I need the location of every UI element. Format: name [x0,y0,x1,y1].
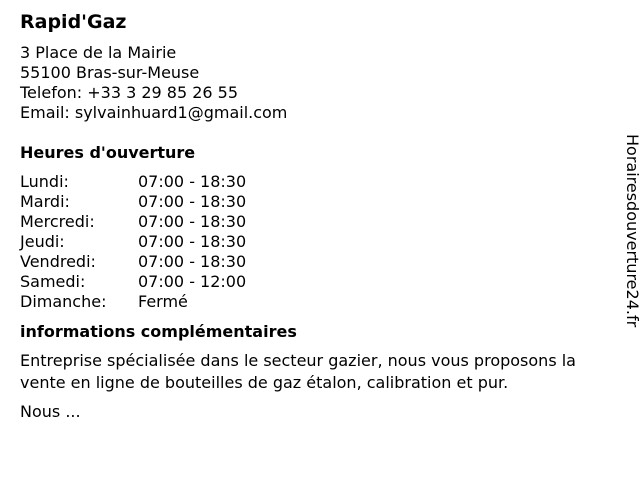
hours-day: Vendredi: [20,252,96,271]
opening-hours-table [20,172,620,312]
hours-day: Samedi: [20,272,86,291]
hours-time: 07:00 - 18:30 [138,232,247,251]
hours-day: Lundi: [20,172,69,191]
hours-day: Dimanche: [20,292,107,311]
email-address: Email: sylvainhuard1@gmail.com [20,103,288,122]
hours-row-wednesday [20,212,620,232]
address-city: 55100 Bras-sur-Meuse [20,63,200,82]
phone-number: Telefon: +33 3 29 85 26 55 [20,83,239,102]
hours-row-tuesday [20,192,620,212]
hours-time: 07:00 - 18:30 [138,212,247,231]
hours-row-thursday [20,232,620,252]
hours-row-friday [20,252,620,272]
business-card [20,10,620,422]
business-name: Rapid'Gaz [20,11,127,33]
additional-info-heading: informations complémentaires [20,322,297,341]
hours-time: 07:00 - 12:00 [138,272,247,291]
hours-time: 07:00 - 18:30 [138,252,247,271]
business-description: Entreprise spécialisée dans le secteur gazier, nous vous proposons la vente en ligne de bouteilles de gaz étalon, calibration et pur. [20,351,576,392]
hours-time: 07:00 - 18:30 [138,172,247,191]
description-more-link[interactable]: Nous ... [20,402,81,421]
hours-row-monday [20,172,620,192]
address-street: 3 Place de la Mairie [20,43,177,62]
hours-day: Jeudi: [20,232,65,251]
hours-row-saturday [20,272,620,292]
hours-day: Mardi: [20,192,70,211]
hours-row-sunday [20,292,620,312]
hours-time: 07:00 - 18:30 [138,192,247,211]
hours-day: Mercredi: [20,212,95,231]
opening-hours-heading: Heures d'ouverture [20,143,196,162]
hours-time: Fermé [138,292,188,311]
site-watermark: Horairesdouverture24.fr [623,134,642,328]
